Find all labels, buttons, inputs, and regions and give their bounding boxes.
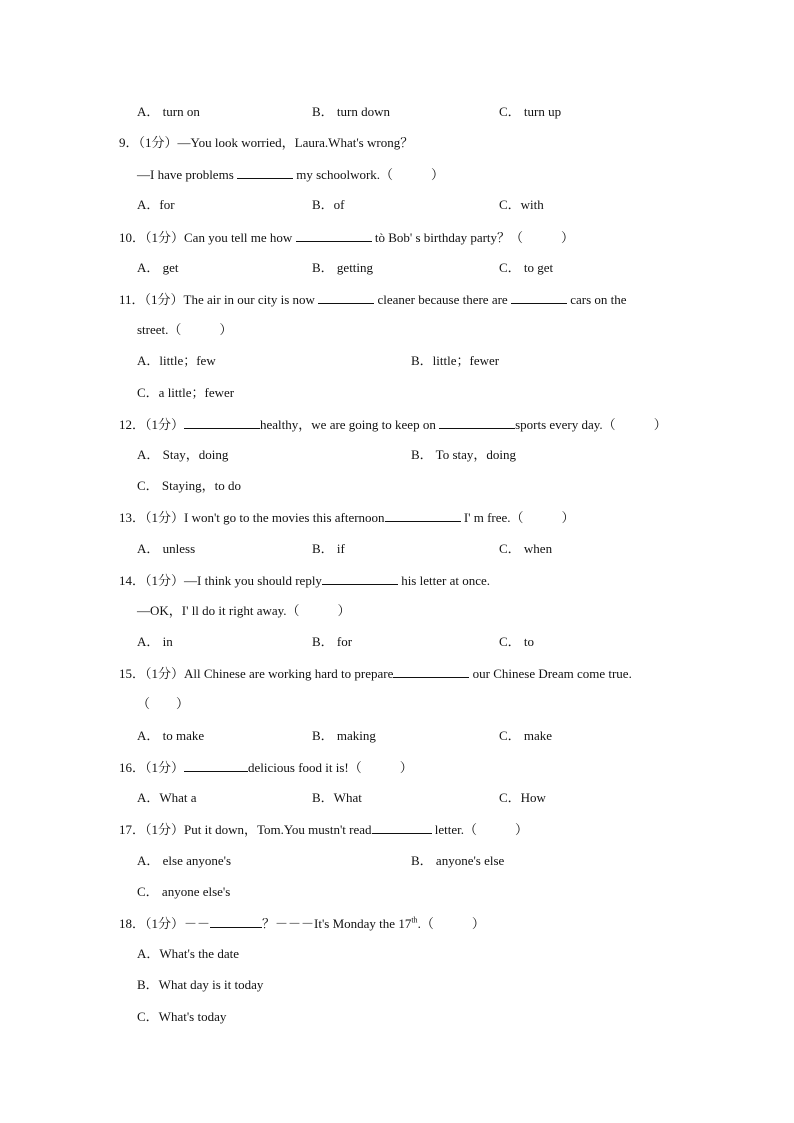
q17-option-c[interactable]: C． anyone else's: [137, 884, 231, 899]
q13-option-a[interactable]: A． unless: [137, 541, 196, 556]
q8-option-a[interactable]: A． turn on: [137, 104, 200, 119]
q15-post: our Chinese Dream come true.: [472, 666, 632, 681]
q18-option-a[interactable]: A．What's the date: [137, 946, 239, 961]
q9-paren-close: ）: [431, 167, 445, 182]
q15-option-c[interactable]: C． make: [499, 728, 553, 743]
q10-option-a[interactable]: A． get: [137, 260, 179, 275]
q14-option-c[interactable]: C． to: [499, 634, 535, 649]
q15-line2: （: [137, 696, 151, 711]
q13-blank[interactable]: [385, 509, 461, 522]
q12-stem: [119, 416, 667, 433]
q11-line2: street.（: [137, 322, 182, 337]
q11-blank-2[interactable]: [511, 291, 567, 304]
q10-paren-close: ）: [561, 230, 575, 245]
q14-reply: [137, 603, 351, 619]
q16-pre: 16．（1分）: [119, 760, 185, 775]
q18-option-b[interactable]: B．What day is it today: [137, 977, 264, 992]
q10-post: tò Bob' s birthday party？（: [374, 230, 524, 245]
q17-pre: 17．（1分）Put it down，Tom.You mustn't read: [119, 822, 372, 837]
q13-pre: 13．（1分）I won't go to the movies this afternoon: [119, 510, 385, 525]
q17-option-b[interactable]: B． anyone's else: [411, 853, 505, 868]
q9-line2-post: my schoolwork.（: [296, 167, 394, 182]
q11-option-a[interactable]: A．little；few: [137, 353, 216, 368]
q14-stem: [119, 572, 490, 589]
q9-option-b[interactable]: B．of: [312, 197, 345, 212]
q18-stem: [119, 915, 485, 932]
q15-blank[interactable]: [393, 665, 469, 678]
q12-option-b[interactable]: B． To stay，doing: [411, 447, 517, 462]
q10-stem: [119, 229, 574, 246]
q11-pre: 11．（1分）The air in our city is now: [119, 292, 315, 307]
q13-post: I' m free.（: [463, 510, 524, 525]
q15-pre: 15．（1分）All Chinese are working hard to prepare: [119, 666, 394, 681]
q15-paren-close: ）: [176, 696, 190, 711]
q18-mid: ？－－－It's Monday the 17: [262, 916, 412, 931]
q16-option-c[interactable]: C．How: [499, 790, 546, 805]
q12-post: sports every day.（: [515, 417, 616, 432]
q11-option-c[interactable]: C．a little；fewer: [137, 385, 235, 400]
q8-option-c[interactable]: C． turn up: [499, 104, 562, 119]
q10-blank[interactable]: [296, 229, 372, 242]
q8-option-b[interactable]: B． turn down: [312, 104, 391, 119]
q18-pre: 18．（1分）－－: [119, 916, 211, 931]
q18-blank[interactable]: [210, 915, 262, 928]
q14-pre: 14．（1分）—I think you should reply: [119, 573, 322, 588]
q13-option-b[interactable]: B． if: [312, 541, 345, 556]
q14-post: his letter at once.: [401, 573, 490, 588]
q10-option-b[interactable]: B． getting: [312, 260, 374, 275]
q15-option-b[interactable]: B． making: [312, 728, 376, 743]
q17-paren-close: ）: [515, 822, 529, 837]
q9-stem: 9．（1分）—You look worried，Laura.What's wrong？: [119, 135, 414, 150]
q14-blank[interactable]: [322, 572, 398, 585]
q11-stem: [119, 291, 627, 308]
q9-option-c[interactable]: C．with: [499, 197, 544, 212]
q10-option-c[interactable]: C． to get: [499, 260, 554, 275]
q14-option-a[interactable]: A． in: [137, 634, 173, 649]
q9-line2-pre: —I have problems: [137, 167, 234, 182]
q12-mid: healthy，we are going to keep on: [260, 417, 436, 432]
q11-option-b[interactable]: B．little；fewer: [411, 353, 500, 368]
q17-option-a[interactable]: A． else anyone's: [137, 853, 232, 868]
q18-paren-close: ）: [471, 916, 485, 931]
q18-superscript: th: [411, 915, 418, 925]
q11-post: cars on the: [570, 292, 627, 307]
q10-pre: 10．（1分）Can you tell me how: [119, 230, 293, 245]
q11-blank-1[interactable]: [318, 291, 374, 304]
q15-stem-cont: [137, 696, 189, 712]
q17-stem: [119, 821, 528, 838]
q12-blank-1[interactable]: [184, 416, 260, 429]
q14-paren-close: ）: [337, 603, 351, 618]
q13-option-c[interactable]: C． when: [499, 541, 553, 556]
q16-post: delicious food it is!（: [248, 760, 362, 775]
q15-stem: [119, 665, 632, 682]
q16-option-a[interactable]: A．What a: [137, 790, 197, 805]
q11-paren-close: ）: [219, 322, 233, 337]
q9-option-a[interactable]: A．for: [137, 197, 175, 212]
q16-option-b[interactable]: B．What: [312, 790, 362, 805]
q14-line2: —OK，I' ll do it right away.（: [137, 603, 300, 618]
q12-option-a[interactable]: A． Stay，doing: [137, 447, 229, 462]
q9-dialogue: [137, 166, 444, 183]
q12-option-c[interactable]: C． Staying，to do: [137, 478, 242, 493]
q18-post: .（: [417, 916, 434, 931]
q13-paren-close: ）: [561, 510, 575, 525]
q9-blank[interactable]: [237, 166, 293, 179]
q16-blank[interactable]: [184, 759, 248, 772]
q12-blank-2[interactable]: [439, 416, 515, 429]
q11-stem-cont: [137, 322, 232, 338]
q13-stem: [119, 509, 575, 526]
q15-option-a[interactable]: A． to make: [137, 728, 205, 743]
q14-option-b[interactable]: B． for: [312, 634, 353, 649]
q18-option-c[interactable]: C．What's today: [137, 1009, 227, 1024]
q12-pre: 12．（1分）: [119, 417, 185, 432]
q12-paren-close: ）: [653, 417, 667, 432]
q17-blank[interactable]: [372, 821, 432, 834]
q16-paren-close: ）: [399, 760, 413, 775]
q17-post: letter.（: [434, 822, 478, 837]
q16-stem: [119, 759, 413, 776]
q11-mid: cleaner because there are: [377, 292, 508, 307]
